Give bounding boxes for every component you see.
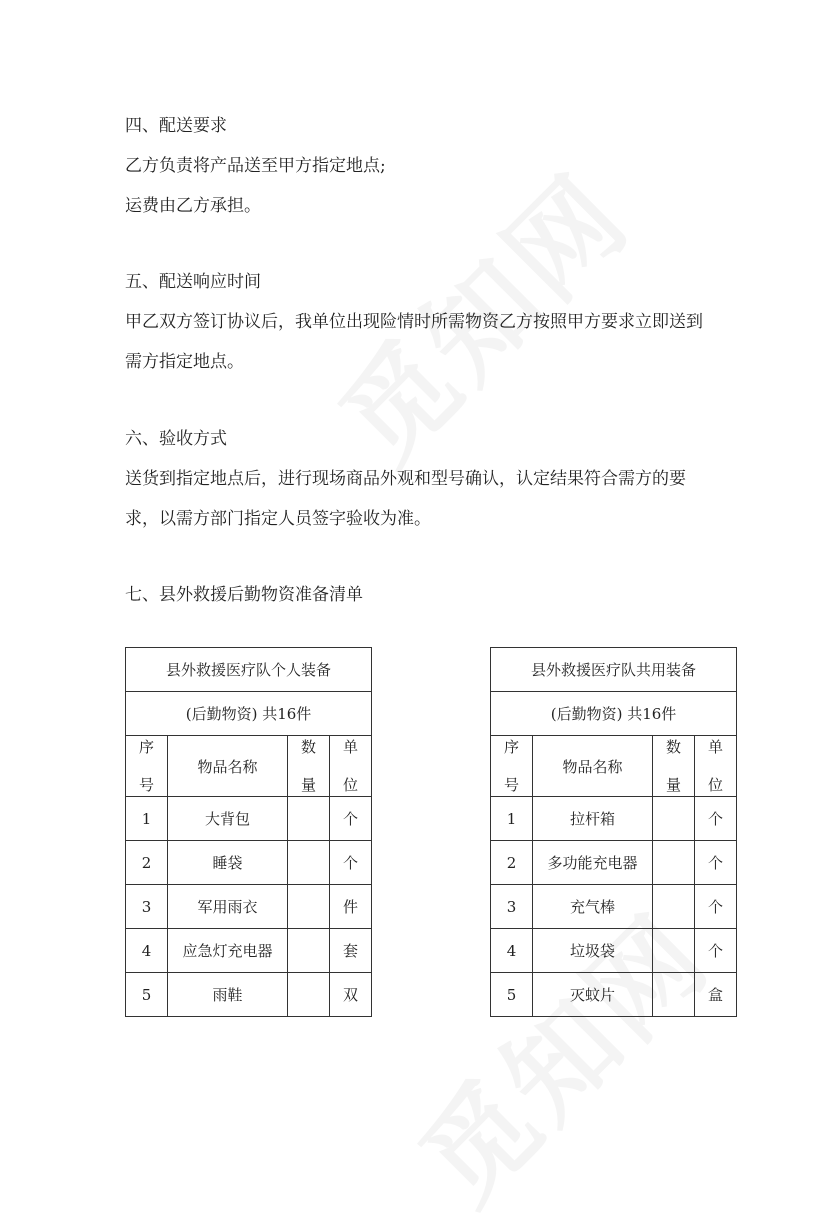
table-row: [491, 885, 737, 929]
cell-no: 3: [491, 885, 533, 929]
header-qty: 数 量: [653, 736, 695, 797]
cell-no: 1: [491, 797, 533, 841]
cell-name: 军用雨衣: [168, 885, 288, 929]
cell-qty: [288, 797, 330, 841]
cell-qty: [288, 929, 330, 973]
section-heading-supplies-list: 七、县外救援后勤物资准备清单: [125, 585, 363, 605]
table-subtitle: (后勤物资) 共16件: [491, 692, 737, 736]
table-row: [126, 929, 372, 973]
table-row: [491, 929, 737, 973]
cell-name: 灭蚊片: [533, 973, 653, 1017]
cell-unit: 个: [695, 841, 737, 885]
table-title: 县外救援医疗队共用装备: [491, 648, 737, 692]
cell-name: 应急灯充电器: [168, 929, 288, 973]
cell-unit: 个: [695, 929, 737, 973]
cell-unit: 个: [695, 885, 737, 929]
table-row: [491, 841, 737, 885]
cell-no: 2: [491, 841, 533, 885]
table-row: [126, 841, 372, 885]
table-row: [126, 885, 372, 929]
cell-qty: [288, 973, 330, 1017]
personal-equipment-table: [125, 647, 372, 1017]
paragraph-line: 求，以需方部门指定人员签字验收为准。: [125, 509, 431, 529]
table-subtitle: (后勤物资) 共16件: [126, 692, 372, 736]
header-name: 物品名称: [533, 736, 653, 797]
cell-qty: [288, 841, 330, 885]
cell-unit: 套: [330, 929, 372, 973]
paragraph-line: 运费由乙方承担。: [125, 196, 261, 216]
table-row: [491, 797, 737, 841]
header-name: 物品名称: [168, 736, 288, 797]
cell-unit: 件: [330, 885, 372, 929]
cell-no: 4: [491, 929, 533, 973]
cell-unit: 个: [695, 797, 737, 841]
header-unit: 单 位: [330, 736, 372, 797]
cell-unit: 个: [330, 841, 372, 885]
cell-qty: [653, 929, 695, 973]
table-row: [491, 973, 737, 1017]
cell-name: 充气棒: [533, 885, 653, 929]
cell-no: 5: [491, 973, 533, 1017]
section-heading-acceptance: 六、验收方式: [125, 429, 227, 449]
cell-name: 拉杆箱: [533, 797, 653, 841]
cell-no: 5: [126, 973, 168, 1017]
cell-unit: 个: [330, 797, 372, 841]
header-unit: 单 位: [695, 736, 737, 797]
cell-no: 1: [126, 797, 168, 841]
paragraph-line: 甲乙双方签订协议后，我单位出现险情时所需物资乙方按照甲方要求立即送到: [125, 312, 703, 332]
table-row: [126, 797, 372, 841]
cell-unit: 盒: [695, 973, 737, 1017]
paragraph-line: 需方指定地点。: [125, 352, 244, 372]
cell-name: 垃圾袋: [533, 929, 653, 973]
section-heading-response-time: 五、配送响应时间: [125, 272, 261, 292]
shared-equipment-table: [490, 647, 737, 1017]
paragraph-line: 送货到指定地点后，进行现场商品外观和型号确认，认定结果符合需方的要: [125, 469, 686, 489]
cell-qty: [288, 885, 330, 929]
header-qty: 数 量: [288, 736, 330, 797]
section-heading-delivery: 四、配送要求: [125, 116, 227, 136]
cell-qty: [653, 885, 695, 929]
cell-unit: 双: [330, 973, 372, 1017]
table-title: 县外救援医疗队个人装备: [126, 648, 372, 692]
paragraph-line: 乙方负责将产品送至甲方指定地点;: [125, 156, 386, 176]
header-no: 序 号: [126, 736, 168, 797]
cell-no: 3: [126, 885, 168, 929]
header-no: 序 号: [491, 736, 533, 797]
cell-no: 2: [126, 841, 168, 885]
cell-qty: [653, 797, 695, 841]
cell-name: 雨鞋: [168, 973, 288, 1017]
cell-name: 大背包: [168, 797, 288, 841]
table-row: [126, 973, 372, 1017]
cell-name: 睡袋: [168, 841, 288, 885]
cell-no: 4: [126, 929, 168, 973]
cell-qty: [653, 841, 695, 885]
cell-qty: [653, 973, 695, 1017]
cell-name: 多功能充电器: [533, 841, 653, 885]
